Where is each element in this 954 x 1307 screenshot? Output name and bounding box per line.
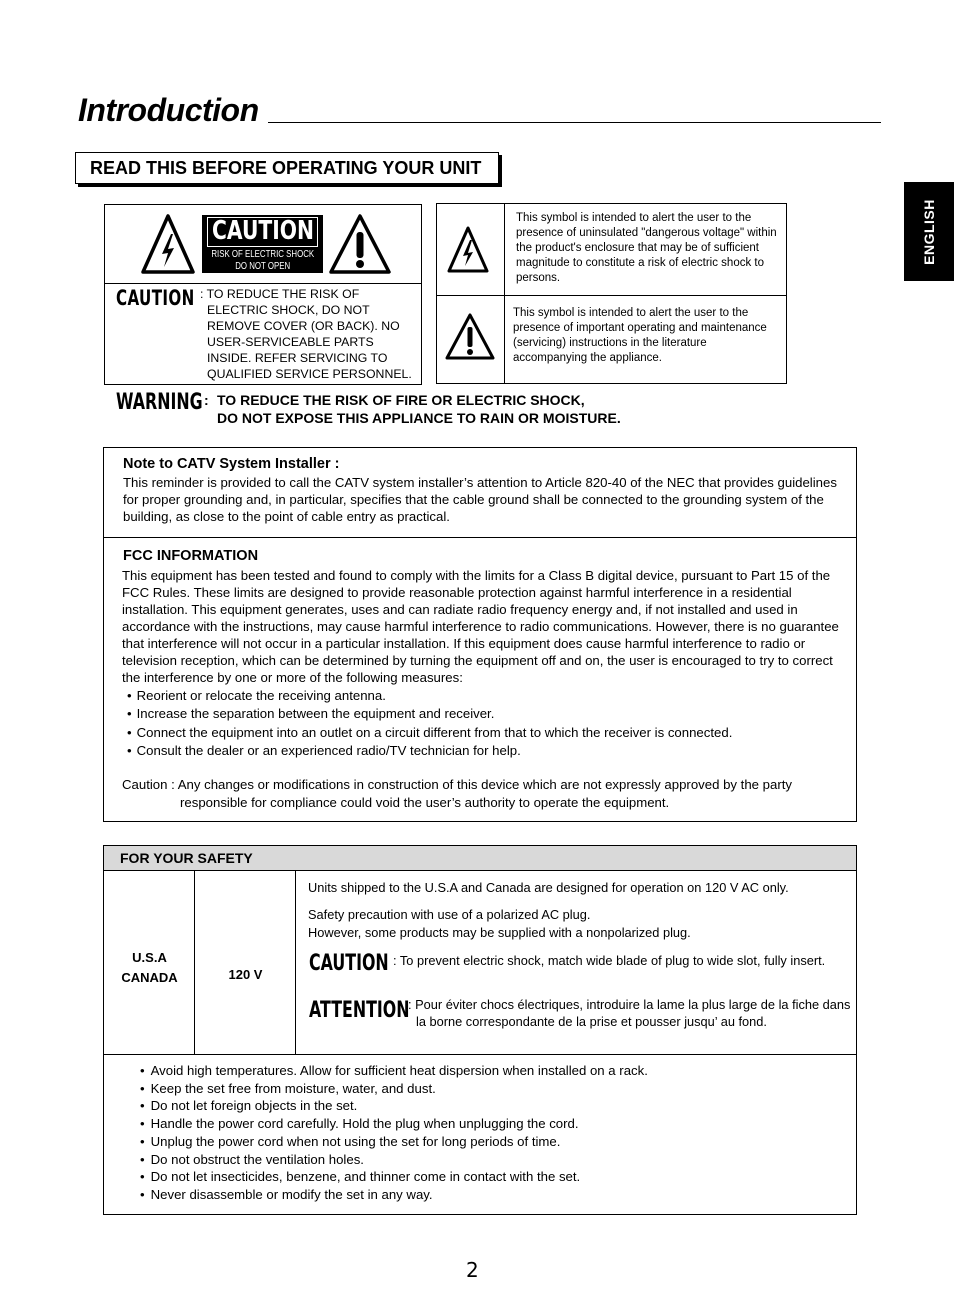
region-line: CANADA <box>121 970 178 985</box>
lightning-warning-icon <box>140 212 196 276</box>
fcc-body: This equipment has been tested and found to comply with the limits for a Class B digital device, pursuant to Part 15 of the FCC Rules. These limits are designed to provide reasonable protection against harmful interference in a residential installation. This equipment generates, uses and can radiate radio frequency energy and, if not installed and used in accordance with the instructions, may cause harmful interference to radio communications. However, there is no guarantee that interference will not occur in a particular installation. If this equipment does cause harmful interference to radio or television reception, which can be determined by turning the equipment off and on, the user is encouraged to try to correct the interference by one or more of the following measures: <box>122 568 839 685</box>
page-title: Introduction <box>78 92 259 128</box>
symbols-divider-vertical <box>504 203 505 384</box>
fcc-heading: FCC INFORMATION <box>123 548 259 564</box>
caution-badge-sub1: RISK OF ELECTRIC SHOCK <box>211 248 315 260</box>
region-line: U.S.A <box>132 950 167 965</box>
plug-attention-text: : Pour éviter chocs électriques, introduire la lame la plus large de la fiche dans la borne correspondante de la prise et pousser jusqu’ au fond. <box>408 997 851 1029</box>
caution-note-line: REMOVE COVER (OR BACK). NO <box>207 319 400 333</box>
units-note: Units shipped to the U.S.A and Canada are designed for operation on 120 V AC only. <box>308 880 789 895</box>
list-item: • Do not obstruct the ventilation holes. <box>140 1151 648 1169</box>
region-cell <box>105 948 194 988</box>
page-number: 2 <box>466 1258 479 1282</box>
caution-badge-sub2: DO NOT OPEN <box>235 260 291 272</box>
caution-divider <box>104 283 422 284</box>
list-item: • Never disassemble or modify the set in any way. <box>140 1186 648 1204</box>
fcc-caution <box>122 776 842 812</box>
safety-column-divider <box>194 871 195 1054</box>
section-heading: READ THIS BEFORE OPERATING YOUR UNIT <box>75 152 499 184</box>
list-item: • Consult the dealer or an experienced radio/TV technician for help. <box>127 742 732 760</box>
plug-caution-word: CAUTION <box>309 951 389 976</box>
plug-attention-word: ATTENTION <box>309 998 410 1023</box>
catv-heading: Note to CATV System Installer : <box>123 456 340 472</box>
warning-word: WARNING <box>116 390 203 415</box>
warning-line: TO REDUCE THE RISK OF FIRE OR ELECTRIC SHOCK, <box>217 392 585 408</box>
list-item: • Reorient or relocate the receiving antenna. <box>127 687 732 705</box>
fcc-measures-list <box>127 687 732 760</box>
list-item: • Increase the separation between the equipment and receiver. <box>127 705 732 723</box>
safety-heading: FOR YOUR SAFETY <box>120 850 253 866</box>
caution-word: CAUTION <box>116 286 195 310</box>
fcc-caution-line: responsible for compliance could void the user’s authority to operate the equipment. <box>180 795 670 810</box>
safety-tips-list <box>140 1062 648 1204</box>
voltage-cell: 120 V <box>228 967 263 982</box>
exclamation-symbol-icon <box>444 312 496 362</box>
caution-note <box>200 286 422 382</box>
exclamation-symbol-description: This symbol is intended to alert the user to the presence of important operating and maintenance (servicing) instructions in the literature accompanying the appliance. <box>513 307 767 364</box>
catv-body: This reminder is provided to call the CATV system installer’s attention to Article 820-40 of the NEC that provides guidelines for proper grounding and, in particular, specifies that the cable ground shall be connected to the grounding system of the building, as close to the point of cable entry as practical. <box>123 475 837 524</box>
warning-text <box>217 391 621 427</box>
caution-note-line: ELECTRIC SHOCK, DO NOT <box>207 303 370 317</box>
caution-note-line: QUALIFIED SERVICE PERSONNEL. <box>207 367 412 381</box>
title-rule <box>268 122 881 123</box>
caution-badge <box>202 215 323 273</box>
list-item: • Handle the power cord carefully. Hold the plug when unplugging the cord. <box>140 1115 648 1133</box>
safety-column-divider <box>295 871 296 1054</box>
list-item: • Unplug the power cord when not using the set for long periods of time. <box>140 1133 648 1151</box>
list-item: • Connect the equipment into an outlet on a circuit different from that to which the receiver is connected. <box>127 724 732 742</box>
plug-note: Safety precaution with use of a polarized AC plug. <box>308 907 591 922</box>
list-item: • Avoid high temperatures. Allow for sufficient heat dispersion when installed on a rack. <box>140 1062 648 1080</box>
caution-note-line: INSIDE. REFER SERVICING TO <box>207 351 388 365</box>
plug-caution-text: : To prevent electric shock, match wide blade of plug to wide slot, fully insert. <box>393 953 826 968</box>
warning-line: DO NOT EXPOSE THIS APPLIANCE TO RAIN OR MOISTURE. <box>217 410 621 426</box>
list-item: • Do not let foreign objects in the set. <box>140 1097 648 1115</box>
plug-note: However, some products may be supplied with a nonpolarized plug. <box>308 925 691 940</box>
exclamation-warning-icon <box>328 212 392 276</box>
language-tab <box>904 182 954 281</box>
symbols-divider-horizontal <box>436 295 787 296</box>
language-tab-label: ENGLISH <box>921 199 937 265</box>
list-item: • Do not let insecticides, benzene, and thinner come in contact with the set. <box>140 1168 648 1186</box>
warning-colon: : <box>204 392 209 408</box>
fcc-caution-line: Caution : Any changes or modifications in construction of this device which are not expressly approved by the party <box>122 777 792 792</box>
caution-badge-title: CAUTION <box>212 216 315 246</box>
notes-divider <box>103 537 857 538</box>
list-item: • Keep the set free from moisture, water, and dust. <box>140 1080 648 1098</box>
caution-note-line: USER-SERVICEABLE PARTS <box>207 335 374 349</box>
lightning-symbol-description: This symbol is intended to alert the user to the presence of uninsulated "dangerous voltage" within the product's enclosure that may be of sufficient magnitude to constitute a risk of electric shock to persons. <box>516 212 777 284</box>
safety-row-divider <box>103 1054 857 1055</box>
caution-note-line: : TO REDUCE THE RISK OF <box>200 287 360 301</box>
lightning-symbol-icon <box>447 225 489 275</box>
